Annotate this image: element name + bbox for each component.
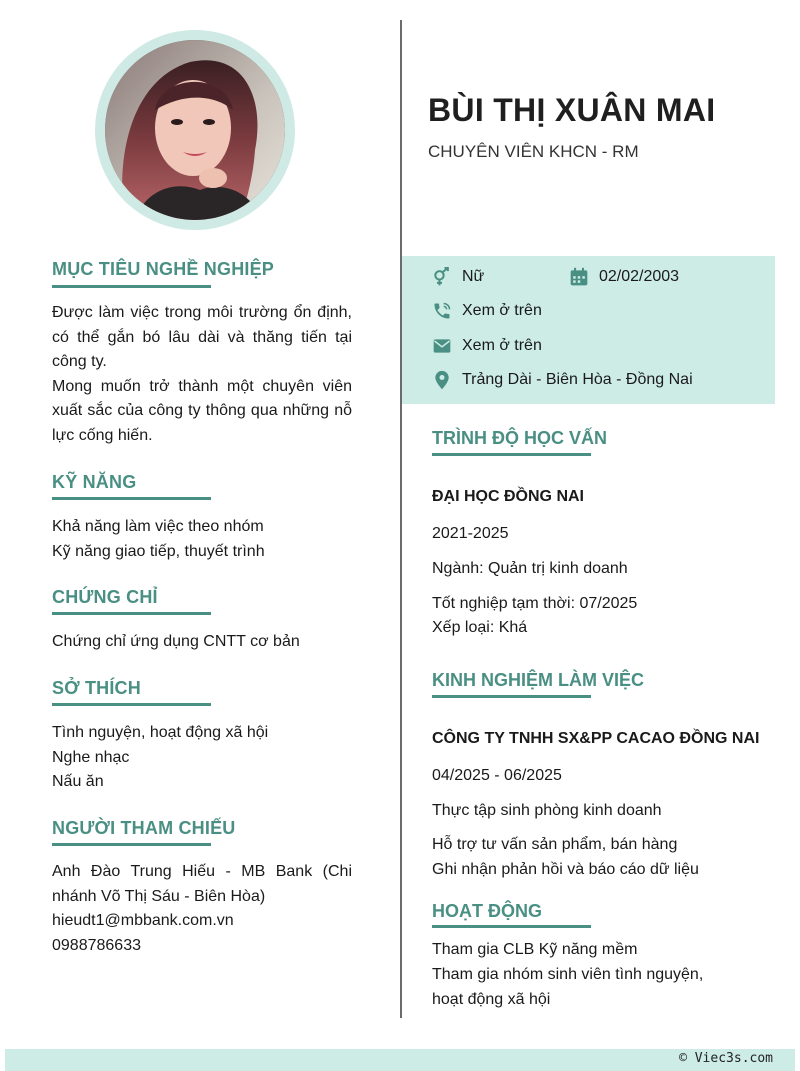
footer-bar: [5, 1049, 795, 1071]
job-title: CHUYÊN VIÊN KHCN - RM: [428, 142, 639, 161]
section-underline: [432, 925, 591, 928]
full-name: BÙI THỊ XUÂN MAI: [428, 92, 716, 128]
list-item: Chứng chỉ ứng dụng CNTT cơ bản: [52, 633, 300, 650]
section-underline: [52, 703, 211, 706]
experience-position: Thực tập sinh phòng kinh doanh: [432, 802, 662, 819]
address-value: Trảng Dài - Biên Hòa - Đồng Nai: [462, 371, 693, 388]
envelope-icon: [432, 336, 452, 356]
education-graduation: Tốt nghiệp tạm thời: 07/2025: [432, 595, 638, 612]
section-title-objective: MỤC TIÊU NGHỀ NGHIỆP: [52, 259, 275, 279]
section-title-experience: KINH NGHIỆM LÀM VIỆC: [432, 670, 645, 690]
portrait-photo: [105, 40, 285, 220]
gender-icon: [432, 267, 452, 287]
section-underline: [52, 612, 211, 615]
skills-list: [52, 515, 352, 564]
references-block: [52, 860, 352, 958]
section-underline: [432, 695, 591, 698]
list-item: Nghe nhạc: [52, 748, 130, 766]
contact-phone: [432, 301, 542, 321]
section-title-references: NGƯỜI THAM CHIẾU: [52, 818, 236, 838]
reference-person: Anh Đào Trung Hiếu - MB Bank (Chi nhánh Võ Thị Sáu - Biên Hòa): [52, 863, 352, 905]
footer-credit: © Viec3s.com: [679, 1051, 773, 1066]
experience-company: CÔNG TY TNHH SX&PP CACAO ĐỒNG NAI: [432, 730, 760, 747]
avatar: [105, 40, 285, 220]
education-period: 2021-2025: [432, 525, 509, 542]
section-underline: [52, 497, 211, 500]
objective-text: [52, 301, 352, 448]
activity-item: Tham gia nhóm sinh viên tình nguyện,: [432, 966, 704, 983]
certificates-list: [52, 630, 352, 655]
section-underline: [52, 843, 211, 846]
contact-birthday: [569, 267, 679, 287]
section-title-education: TRÌNH ĐỘ HỌC VẤN: [432, 428, 607, 448]
column-divider: [400, 20, 402, 1018]
activity-item: hoạt động xã hội: [432, 991, 551, 1008]
phone-icon: [432, 301, 452, 321]
section-underline: [52, 285, 211, 288]
experience-task: Hỗ trợ tư vấn sản phẩm, bán hàng: [432, 836, 678, 853]
list-item: Tình nguyện, hoạt động xã hội: [52, 724, 269, 741]
list-item: Nấu ăn: [52, 773, 104, 790]
contact-gender: [432, 267, 484, 287]
education-rank: Xếp loại: Khá: [432, 619, 528, 636]
section-title-hobbies: SỞ THÍCH: [52, 678, 141, 698]
phone-value: Xem ở trên: [462, 302, 542, 319]
section-title-skills: KỸ NĂNG: [52, 472, 137, 492]
contact-email: [432, 336, 542, 356]
list-item: Khả năng làm việc theo nhóm: [52, 518, 264, 535]
experience-task: Ghi nhận phản hồi và báo cáo dữ liệu: [432, 861, 699, 878]
map-pin-icon: [432, 370, 452, 390]
experience-period: 04/2025 - 06/2025: [432, 767, 562, 784]
reference-phone: 0988786633: [52, 936, 141, 954]
gender-value: Nữ: [462, 268, 485, 285]
activity-item: Tham gia CLB Kỹ năng mềm: [432, 941, 638, 958]
objective-line: Được làm việc trong môi trường ổn định, có thể gắn bó lâu dài và thăng tiến tại công ty.: [52, 304, 352, 370]
reference-email: hieudt1@mbbank.com.vn: [52, 912, 234, 929]
hobbies-list: [52, 721, 352, 795]
section-title-activities: HOẠT ĐỘNG: [432, 901, 542, 921]
education-major: Ngành: Quản trị kinh doanh: [432, 560, 628, 577]
section-underline: [432, 453, 591, 456]
section-title-certificates: CHỨNG CHỈ: [52, 587, 158, 607]
list-item: Kỹ năng giao tiếp, thuyết trình: [52, 542, 265, 560]
objective-line: Mong muốn trở thành một chuyên viên xuất sắc của công ty thông qua những nỗ lực cống hiến.: [52, 377, 352, 444]
contact-address: [432, 370, 693, 390]
calendar-icon: [569, 267, 589, 287]
education-school: ĐẠI HỌC ĐỒNG NAI: [432, 488, 584, 505]
birthday-value: 02/02/2003: [599, 268, 680, 285]
avatar-ring: [95, 30, 295, 230]
contact-box: [402, 256, 775, 404]
email-value: Xem ở trên: [462, 337, 542, 354]
